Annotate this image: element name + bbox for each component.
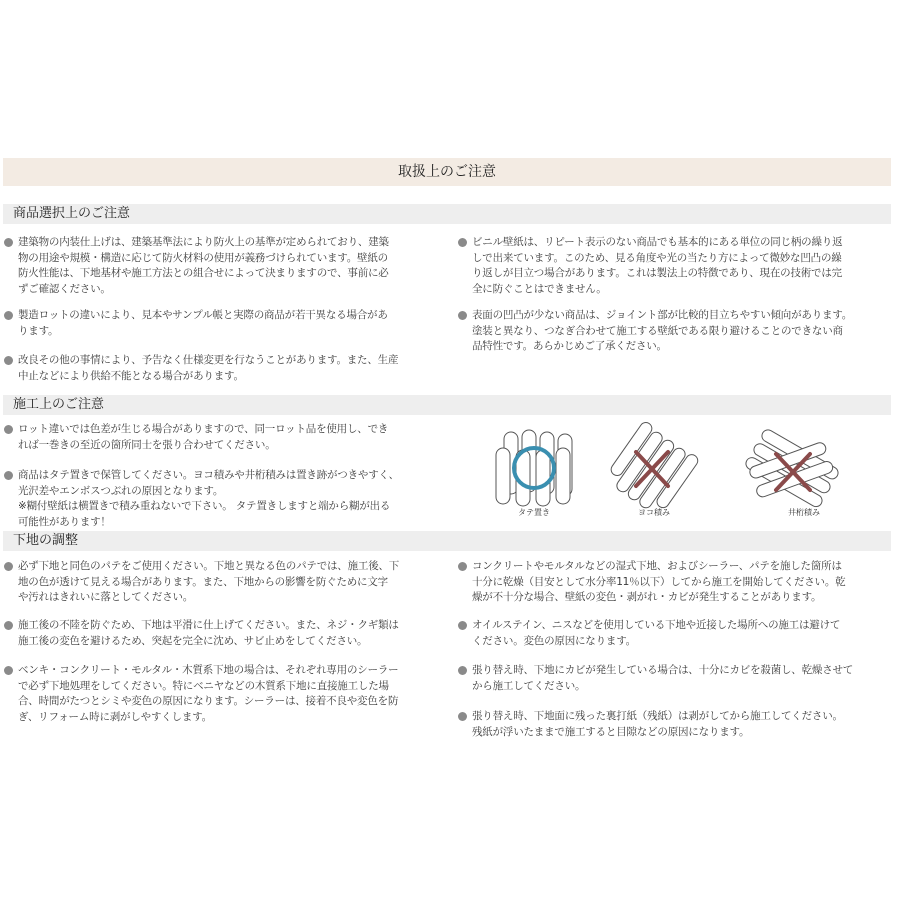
caption-crossed: 井桁積み — [788, 508, 820, 517]
caption-vertical: タテ置き — [518, 508, 550, 517]
bullet-icon — [458, 712, 467, 721]
caption-horizontal: ヨコ積み — [638, 508, 670, 517]
bullet-icon — [4, 666, 13, 675]
notice-item: コンクリートやモルタルなどの湿式下地、およびシーラー、パテを施した箇所は 十分に乾燥（目安として水分率11％以下）してから施工を開始してください。乾 燥が不十分な場合、壁紙の変色・剥がれ・カビが発生することがあります。 — [472, 559, 845, 606]
vertical-storage-illustration — [496, 430, 572, 506]
notice-item: 製造ロットの違いにより、見本やサンプル帳と実際の商品が若干異なる場合があ ります。 — [18, 308, 388, 339]
bullet-icon — [458, 621, 467, 630]
bullet-icon — [458, 238, 467, 247]
section-heading-construction: 施工上のご注意 — [3, 395, 891, 415]
storage-method-figure — [486, 420, 866, 520]
notice-item: ロット違いでは色差が生じる場合がありますので、同一ロット品を使用し、でき れば一巻きの至近の箇所同士を張り合わせてください。 — [18, 422, 388, 453]
notice-item: 必ず下地と同色のパテをご使用ください。下地と異なる色のパテでは、施工後、下 地の色が透けて見える場合があります。また、下地からの影響を防ぐために文字 や汚れはきれいに落としてください。 — [18, 559, 399, 606]
bullet-icon — [458, 562, 467, 571]
section-heading-product-selection: 商品選択上のご注意 — [3, 204, 891, 224]
notice-item: 建築物の内装仕上げは、建築基準法により防火上の基準が定められており、建築 物の用途や規模・構造に応じて防火材料の使用が義務づけられています。壁紙の 防火性能は、下地基材や施工方法との組合せによって決まりますので、事前に必 ずご確認ください。 — [18, 235, 389, 297]
bullet-icon — [4, 562, 13, 571]
notice-item: ビニル壁紙は、リピート表示のない商品でも基本的にある単位の同じ柄の繰り返 しで出来ています。このため、見る角度や光の当たり方によって微妙な凹凸の繰 り返しが目立つ場合があります。これは製法上の特徴であり、現在の技術では完 全に防ぐことはできません。 — [472, 235, 842, 297]
bullet-icon — [4, 425, 13, 434]
bullet-icon — [458, 311, 467, 320]
notice-item: オイルステイン、ニスなどを使用している下地や近接した場所への施工は避けて ください。変色の原因になります。 — [472, 618, 840, 649]
notice-item: 商品はタテ置きで保管してください。ヨコ積みや井桁積みは置き跡がつきやすく、 光沢差やエンボスつぶれの原因となります。 ※糊付壁紙は横置きで積み重ねないで下さい。 タテ置きしますと端から糊が出る 可能性があります！ — [18, 468, 399, 530]
page-title: 取扱上のご注意 — [3, 158, 891, 186]
notice-item: ベンキ・コンクリート・モルタル・木質系下地の場合は、それぞれ専用のシーラー で必ず下地処理をしてください。特にベニヤなどの木質系下地に直接施工した場 合、時間がたつとシミや変色の原因になります。シーラーは、接着不良や変色を防 ぎ、リフォーム時に剥がしやすくします。 — [18, 663, 398, 725]
bullet-icon — [4, 471, 13, 480]
notice-item: 張り替え時、下地面に残った裏打紙（残紙）は剥がしてから施工してください。 残紙が浮いたままで施工すると目隙などの原因になります。 — [472, 709, 843, 740]
bullet-icon — [4, 238, 13, 247]
bullet-icon — [4, 356, 13, 365]
bullet-icon — [458, 666, 467, 675]
notice-item: 表面の凹凸が少ない商品は、ジョイント部が比較的目立ちやすい傾向があります。 塗装と異なり、つなぎ合わせて施工する壁紙である限り避けることのできない商 品特性です。あらかじめご了承ください。 — [472, 308, 852, 355]
notice-item: 改良その他の事情により、予告なく仕様変更を行なうことがあります。また、生産 中止などにより供給不能となる場合があります。 — [18, 353, 398, 384]
notice-item: 張り替え時、下地にカビが発生している場合は、十分にカビを殺菌し、乾燥させて から施工してください。 — [472, 663, 853, 694]
bullet-icon — [4, 621, 13, 630]
notice-item: 施工後の不陸を防ぐため、下地は平滑に仕上げてください。また、ネジ・クギ類は 施工後の変色を避けるため、突起を完全に沈め、サビ止めをしてください。 — [18, 618, 399, 649]
section-heading-substrate: 下地の調整 — [3, 531, 891, 551]
bullet-icon — [4, 311, 13, 320]
